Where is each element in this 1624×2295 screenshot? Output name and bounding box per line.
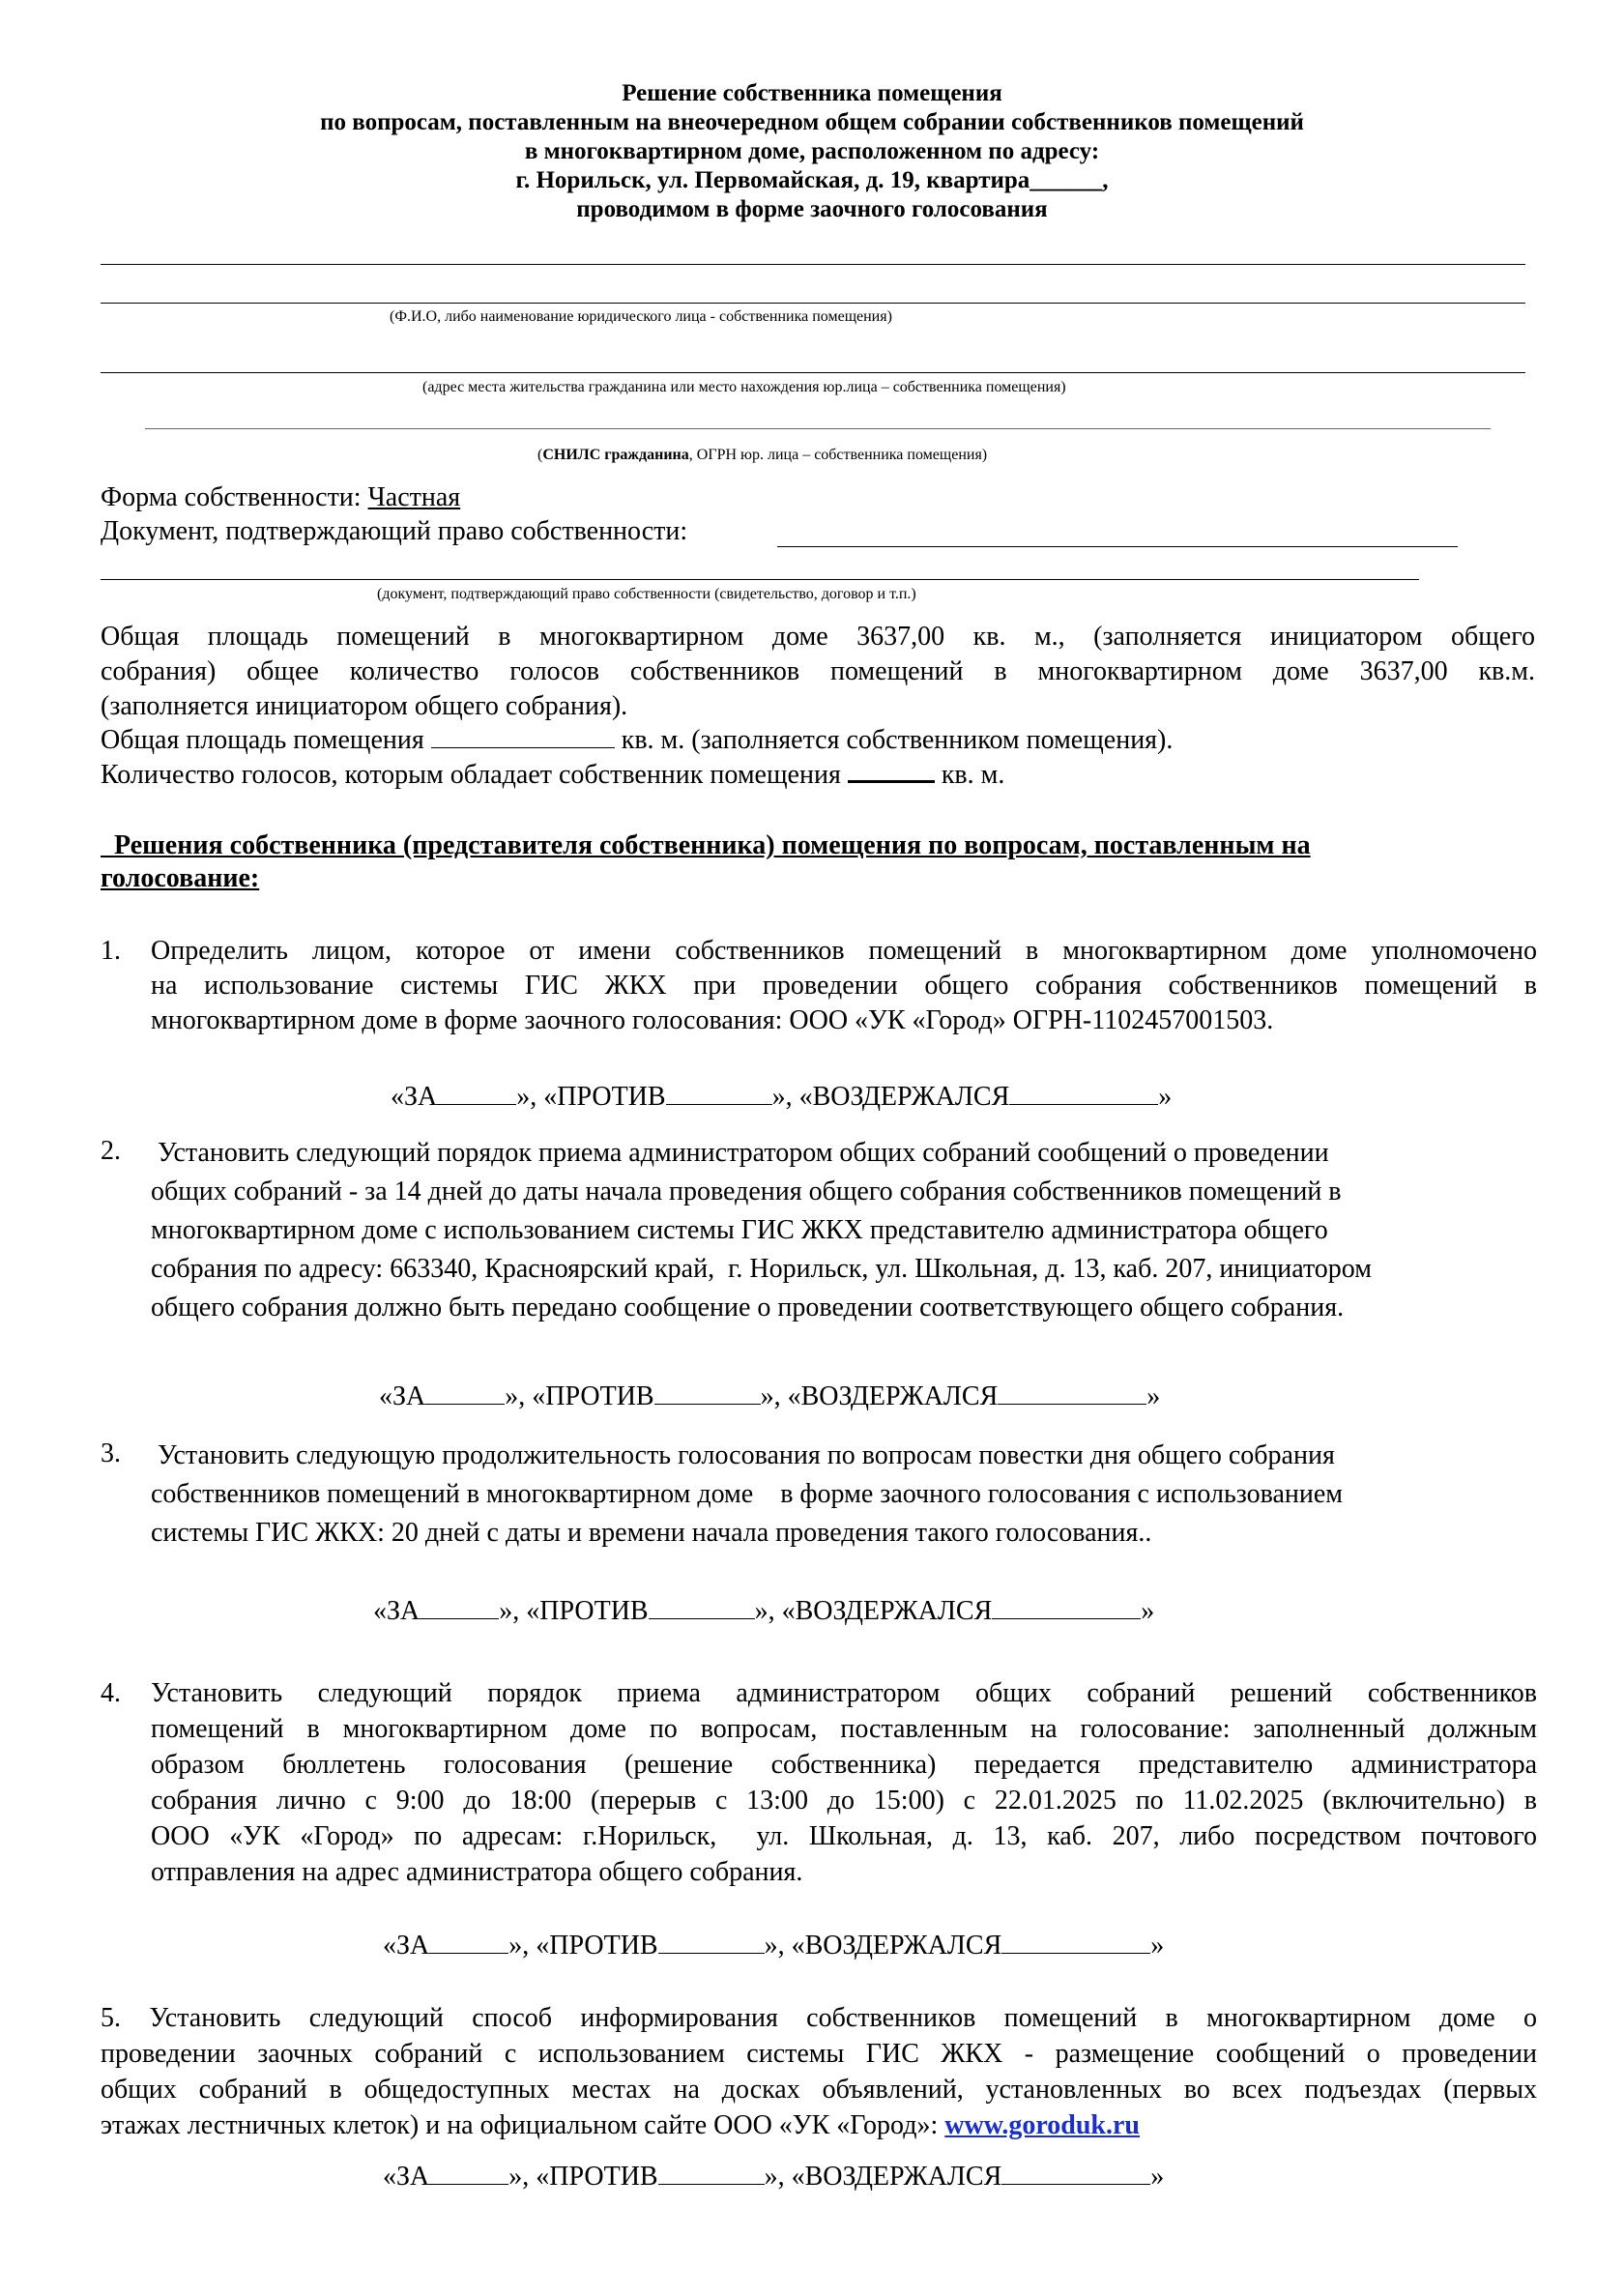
owner-snils-caption — [537, 446, 987, 465]
document-field-line-2[interactable] — [101, 579, 1419, 580]
snils-rest: , ОГРН юр. лица – собственника помещения) — [688, 447, 988, 463]
document-field-line-1[interactable] — [777, 546, 1458, 547]
owner-snils-line[interactable] — [145, 428, 1491, 429]
vote-against-field[interactable] — [658, 2161, 765, 2185]
item-3-line-2: собственников помещений в многоквартирном доме в форме заочного голосования с использованием — [151, 1479, 1344, 1509]
snils-open: ( — [537, 447, 543, 463]
info-line-2: собрания) общее количество голосов собственников помещений в многоквартирном доме 3637,00 кв.м. — [101, 656, 1535, 686]
vote-abstain-field[interactable] — [1001, 2161, 1150, 2185]
vote-for-field[interactable] — [429, 1930, 508, 1954]
item-5-line-4-text: этажах лестничных клеток) и на официальном сайте ООО «УК «Город»: — [101, 2110, 945, 2140]
item-1-text — [151, 934, 1537, 1038]
vote-close: » — [1150, 2162, 1165, 2192]
item-2-line-1: Установить следующий порядок приема администратором общих собраний сообщений о проведении — [151, 1138, 1329, 1168]
item-2-line-2: общих собраний - за 14 дней до даты начала проведения общего собрания собственников помещений в — [151, 1177, 1342, 1206]
item-1-line-3: многоквартирном доме в форме заочного голосования: ООО «УК «Город» ОГРН-1102457001503. — [151, 1005, 1274, 1035]
title-line-4: г. Норильск, ул. Первомайская, д. 19, квартира______, — [515, 167, 1109, 193]
item-2-line-3: многоквартирном доме с использованием системы ГИС ЖКХ представителю администратора общего — [151, 1215, 1328, 1245]
item-2-line-4: собрания по адресу: 663340, Красноярский край, г. Норильск, ул. Школьная, д. 13, каб. 207, инициатором — [151, 1254, 1372, 1284]
vote-for-field[interactable] — [420, 1595, 499, 1619]
item-5-text — [101, 2001, 1537, 2144]
item-2-vote — [379, 1380, 1160, 1413]
vote-for-label: «ЗА — [379, 1381, 426, 1411]
area-input[interactable] — [431, 726, 615, 748]
item-5-line-2: проведении заочных собраний с использованием системы ГИС ЖКХ - размещение сообщений о проведении — [101, 2039, 1537, 2069]
vote-close: » — [1158, 1082, 1173, 1112]
item-5-line-3: общих собраний в общедоступных местах на досках объявлений, установленных во всех подъездах (первых — [101, 2075, 1537, 2105]
item-4-line-5: ООО «УК «Город» по адресам: г.Норильск, ул. Школьная, д. 13, каб. 207, либо посредством почтового — [151, 1821, 1537, 1851]
title-line-3: в многоквартирном доме, расположенном по адресу: — [524, 138, 1100, 164]
ownership-form — [101, 481, 460, 514]
item-4-text — [151, 1676, 1537, 1891]
owner-name-line-1[interactable] — [101, 264, 1525, 265]
item-2-line-5: общего собрания должно быть передано сообщение о проведении соответствующего общего собрания. — [151, 1293, 1345, 1322]
item-4-line-2: помещений в многоквартирном доме по вопросам, поставленным на голосование: заполненный должным — [151, 1714, 1537, 1744]
owner-name-line-2[interactable] — [101, 303, 1525, 304]
area-prefix: Общая площадь помещения — [101, 725, 431, 755]
vote-against-field[interactable] — [649, 1595, 755, 1619]
vote-for-label: «ЗА — [383, 2162, 430, 2192]
item-3-text — [151, 1437, 1504, 1553]
area-suffix: кв. м. (заполняется собственником помещения). — [614, 725, 1174, 755]
item-2-text — [151, 1134, 1504, 1327]
item-4-number: 4. — [101, 1678, 121, 1708]
vote-close: » — [1150, 1931, 1165, 1961]
item-4-vote — [383, 1930, 1164, 1962]
vote-abstain-label: », «ВОЗДЕРЖАЛСЯ — [764, 1931, 1002, 1961]
item-5-vote — [383, 2161, 1164, 2193]
vote-abstain-field[interactable] — [992, 1595, 1141, 1619]
vote-for-label: «ЗА — [383, 1931, 430, 1961]
vote-against-label: », «ПРОТИВ — [499, 1596, 649, 1626]
item-2-number: 2. — [101, 1136, 121, 1166]
vote-against-label: », «ПРОТИВ — [516, 1082, 666, 1112]
item-4-line-1: Установить следующий порядок приема администратором общих собраний решений собственников — [151, 1678, 1537, 1708]
ownership-document — [101, 515, 687, 548]
item-1-line-1: Определить лицом, которое от имени собственников помещений в многоквартирном доме уполномочено — [151, 936, 1537, 966]
votes-line — [101, 759, 1004, 792]
title-line-1: Решение собственника помещения — [622, 80, 1002, 106]
item-5-line-1: 5. Установить следующий способ информирования собственников помещений в многоквартирном доме о — [101, 2003, 1537, 2033]
vote-abstain-field[interactable] — [1001, 1930, 1150, 1954]
document-caption: (документ, подтверждающий право собственности (свидетельство, договор и т.п.) — [377, 586, 916, 602]
vote-abstain-label: », «ВОЗДЕРЖАЛСЯ — [771, 1082, 1010, 1112]
area-line — [101, 724, 1173, 757]
vote-for-field[interactable] — [425, 1380, 505, 1405]
item-4-line-6: отправления на адрес администратора общего собрания. — [151, 1857, 803, 1887]
item-3-vote — [373, 1595, 1154, 1628]
info-line-3: (заполняется инициатором общего собрания). — [101, 691, 628, 721]
ownership-value: Частная — [367, 482, 461, 512]
decisions-heading-line-1: Решения собственника (представителя собственника) помещения по вопросам, поставленным на — [101, 830, 1311, 860]
vote-against-label: », «ПРОТИВ — [508, 2162, 658, 2192]
item-4-line-4: собрания лично с 9:00 до 18:00 (перерыв с 13:00 до 15:00) с 22.01.2025 по 11.02.2025 (включительно) в — [151, 1786, 1537, 1816]
vote-for-field[interactable] — [429, 2161, 508, 2185]
vote-against-field[interactable] — [654, 1380, 761, 1405]
vote-abstain-label: », «ВОЗДЕРЖАЛСЯ — [764, 2162, 1002, 2192]
owner-address-line[interactable] — [101, 372, 1525, 373]
vote-for-field[interactable] — [437, 1081, 516, 1105]
item-1-vote — [391, 1081, 1172, 1114]
vote-close: » — [1141, 1596, 1155, 1626]
vote-abstain-label: », «ВОЗДЕРЖАЛСЯ — [760, 1381, 999, 1411]
document-label: Документ, подтверждающий право собственности: — [101, 516, 688, 546]
info-paragraph — [101, 620, 1535, 724]
item-5-line-4 — [101, 2108, 1537, 2144]
decisions-heading-line-2: голосование: — [101, 863, 260, 893]
item-3-line-3: системы ГИС ЖКХ: 20 дней с даты и времени начала проведения такого голосования.. — [151, 1518, 1152, 1548]
item-3-line-1: Установить следующую продолжительность голосования по вопросам повестки дня общего собрания — [151, 1440, 1335, 1470]
vote-against-label: », «ПРОТИВ — [505, 1381, 654, 1411]
vote-abstain-label: », «ВОЗДЕРЖАЛСЯ — [754, 1596, 993, 1626]
item-4-line-3: образом бюллетень голосования (решение собственника) передается представителю администратора — [151, 1750, 1537, 1780]
item-1-number: 1. — [101, 936, 121, 966]
owner-name-caption: (Ф.И.О, либо наименование юридического лица - собственника помещения) — [390, 308, 892, 325]
vote-against-field[interactable] — [666, 1081, 772, 1105]
info-line-1: Общая площадь помещений в многоквартирном доме 3637,00 кв. м., (заполняется инициатором общего — [101, 622, 1535, 652]
item-1-line-2: на использование системы ГИС ЖКХ при проведении общего собрания собственников помещений в — [151, 971, 1537, 1001]
item-3-number: 3. — [101, 1438, 121, 1468]
vote-for-label: «ЗА — [391, 1082, 438, 1112]
vote-close: » — [1146, 1381, 1161, 1411]
owner-address-caption: (адрес места жительства гражданина или место нахождения юр.лица – собственника помещения) — [422, 379, 1066, 395]
vote-abstain-field[interactable] — [998, 1380, 1146, 1405]
title-line-5: проводимом в форме заочного голосования — [576, 196, 1048, 222]
document-title — [0, 79, 1624, 224]
vote-against-field[interactable] — [658, 1930, 765, 1954]
snils-bold: СНИЛС гражданина — [542, 447, 689, 463]
votes-suffix: кв. м. — [934, 760, 1005, 790]
ownership-label: Форма собственности: — [101, 482, 368, 512]
vote-against-label: », «ПРОТИВ — [508, 1931, 658, 1961]
vote-abstain-field[interactable] — [1009, 1081, 1158, 1105]
title-line-2: по вопросам, поставленным на внеочередном общем собрании собственников помещений — [320, 109, 1304, 135]
vote-for-label: «ЗА — [373, 1596, 420, 1626]
votes-input[interactable] — [848, 759, 935, 783]
decisions-heading — [101, 829, 1454, 895]
votes-prefix: Количество голосов, которым обладает собственник помещения — [101, 760, 848, 790]
website-link[interactable]: www.goroduk.ru — [944, 2110, 1141, 2140]
